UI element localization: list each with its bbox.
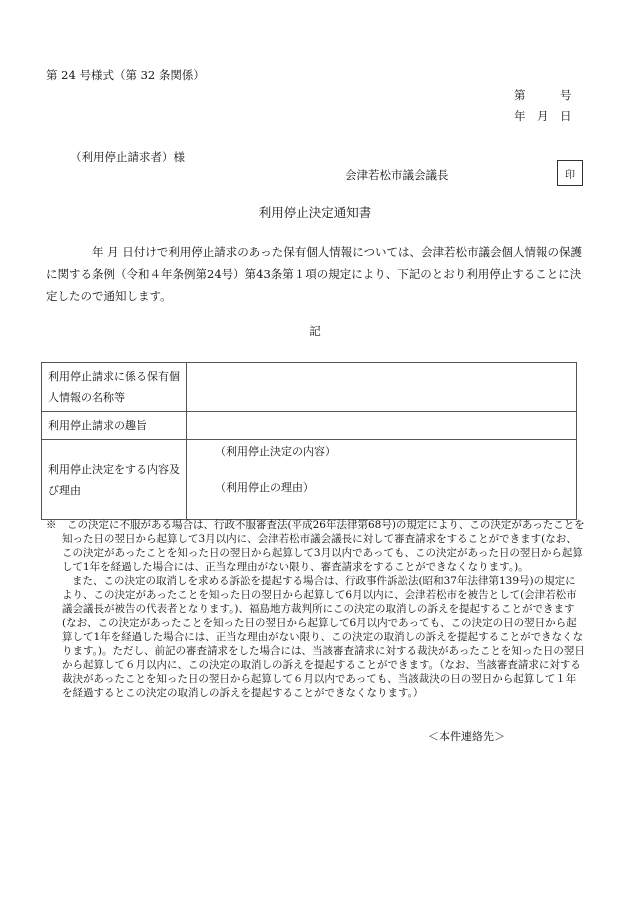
label-request-purpose: 利用停止請求の趣旨 — [42, 412, 187, 440]
ki-heading: 記 — [309, 324, 321, 338]
addressee: （利用停止請求者）様 — [70, 150, 185, 164]
notice-body — [46, 241, 586, 307]
appeal-notice — [46, 518, 586, 700]
notice-body-text: 年 月 日付けで利用停止請求のあった保有個人情報については、会津若松市議会個人情報の保護に関する条例（令和４年条例第24号）第43条第１項の規定により、下記のとおり利用停止することに決定したので通知します。 — [46, 245, 582, 303]
document-number: 第 号 — [514, 88, 572, 102]
seal-stamp-box: 印 — [557, 160, 583, 186]
appeal-notice-para2: また、この決定の取消しを求める訴訟を提起する場合は、行政事件訴訟法(昭和37年法律第139号)の規定により、この決定があったことを知った日の翌日から起算して6月以内に、会津若松市を被告として(会津若松市議会議長が被告の代表者となります。)、福島地方裁判所にこの決定の取消しの訴えを提起することができます(なお、この決定があったことを知った日の翌日から起算して6月以内であっても、この決定の日の翌日から起算して1年を経過した場合には、正当な理由がない限り、この決定の取消しの訴えを提起することができなくなります。)。ただし、前記の審査請求をした場合には、当該審査請求に対する裁決があったことを知った日の翌日から起算して６月以内に、この決定の取消しの訴えを提起することができます。（なお、当該審査請求に対する裁決があったことを知った日の翌日から起算して６月以内であっても、当該裁決の日の翌日から起算して１年を経過するとこの決定の取消しの訴えを提起することができなくなります。） — [62, 575, 585, 699]
value-decision-content — [187, 440, 577, 520]
value-info-name — [187, 363, 577, 412]
decision-reason-heading: （利用停止の理由） — [215, 481, 314, 494]
details-table — [41, 362, 577, 520]
table-row — [42, 363, 577, 412]
document-title: 利用停止決定通知書 — [258, 205, 372, 220]
document-date: 年 月 日 — [514, 109, 572, 123]
table-row — [42, 440, 577, 520]
value-request-purpose — [187, 412, 577, 440]
contact-heading: ＜本件連絡先＞ — [428, 730, 505, 743]
sender-title: 会津若松市議会議長 — [345, 168, 449, 182]
table-row — [42, 412, 577, 440]
label-decision-content: 利用停止決定をする内容及び理由 — [42, 440, 187, 520]
decision-content-heading: （利用停止決定の内容） — [215, 445, 336, 458]
appeal-notice-para1: ※ この決定に不服がある場合は、行政不服審査法(平成26年法律第68号)の規定により、この決定があったことを知った日の翌日から起算して3月以内に、会津若松市議会議長に対して審査請求をすることができます(なお、この決定があったことを知った日の翌日から起算して3月以内であっても、この決定があった日の翌日から起算して1年を経過した場合には、正当な理由がない限り、審査請求をすることができなくなります。)。 — [46, 519, 585, 573]
label-info-name: 利用停止請求に係る保有個人情報の名称等 — [42, 363, 187, 412]
form-number: 第 24 号様式（第 32 条関係） — [46, 68, 205, 82]
